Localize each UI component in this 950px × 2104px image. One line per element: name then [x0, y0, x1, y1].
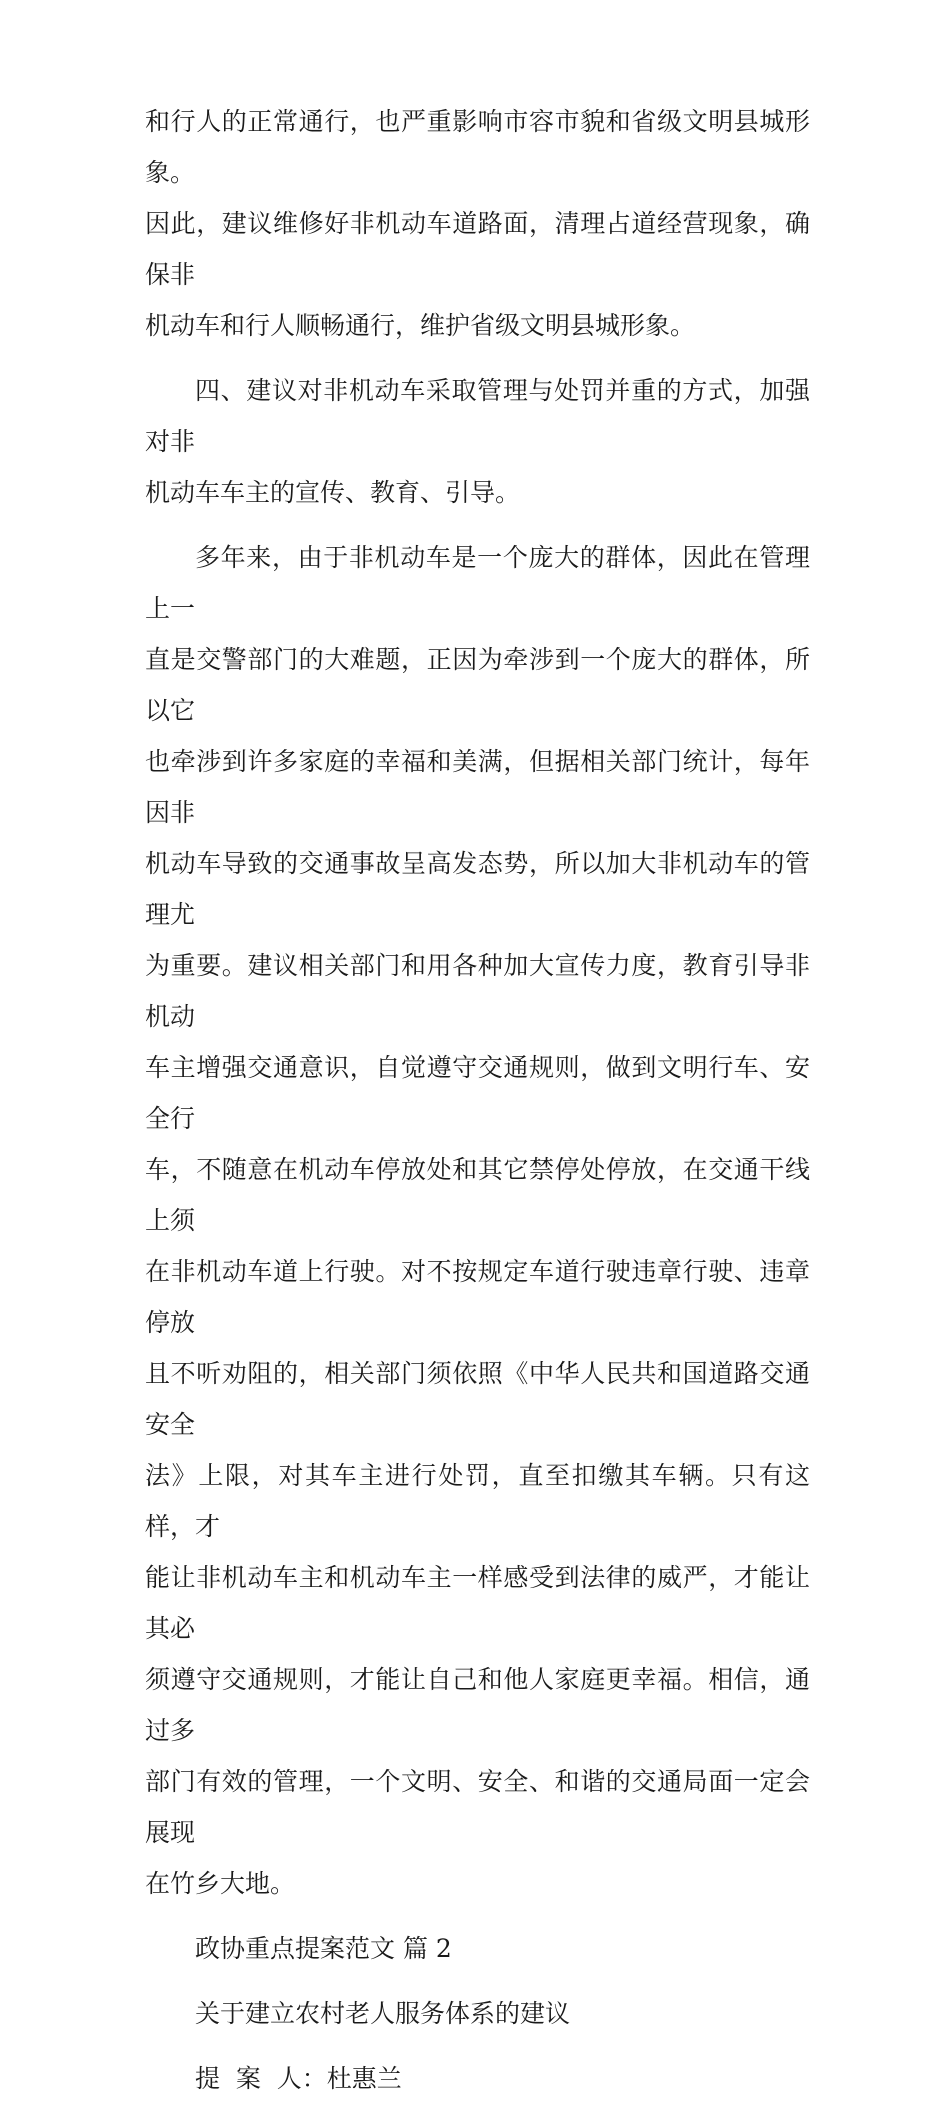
paragraph-line: 多年来，由于非机动车是一个庞大的群体，因此在管理上一 [145, 543, 810, 623]
proposer-line: 提 案 人：杜惠兰 [195, 2064, 402, 2093]
paragraph-line: 在非机动车道上行驶。对不按规定车道行驶违章行驶、违章停放 [145, 1257, 810, 1337]
paragraph-line: 能让非机动车主和机动车主一样感受到法律的威严，才能让其必 [145, 1563, 810, 1643]
paragraph-line: 法》上限，对其车主进行处罚，直至扣缴其车辆。只有这样，才 [145, 1461, 810, 1541]
paragraph-line: 直是交警部门的大难题，正因为牵涉到一个庞大的群体，所以它 [145, 645, 810, 725]
paragraph-line: 四、建议对非机动车采取管理与处罚并重的方式，加强对非 [145, 376, 810, 456]
paragraph-line: 车主增强交通意识，自觉遵守交通规则，做到文明行车、安全行 [145, 1053, 810, 1133]
paragraph-line: 因此，建议维修好非机动车道路面，清理占道经营现象，确保非 [145, 209, 810, 289]
document-body [145, 96, 810, 2104]
paragraph-line: 和行人的正常通行，也严重影响市容市貌和省级文明县城形象。 [145, 107, 810, 187]
paragraph-line: 在竹乡大地。 [145, 1869, 296, 1898]
paragraph-line: 部门有效的管理，一个文明、安全、和谐的交通局面一定会展现 [145, 1767, 810, 1847]
paragraph-line: 机动车和行人顺畅通行，维护省级文明县城形象。 [145, 311, 696, 340]
paragraph-line: 机动车导致的交通事故呈高发态势，所以加大非机动车的管理尤 [145, 849, 810, 929]
section-heading: 政协重点提案范文 篇 2 [195, 1934, 452, 1963]
paragraph-line: 车，不随意在机动车停放处和其它禁停处停放，在交通干线上须 [145, 1155, 810, 1235]
proposal-title: 关于建立农村老人服务体系的建议 [195, 1999, 571, 2028]
paragraph-line: 为重要。建议相关部门和用各种加大宣传力度，教育引导非机动 [145, 951, 810, 1031]
paragraph-line: 也牵涉到许多家庭的幸福和美满，但据相关部门统计，每年因非 [145, 747, 810, 827]
paragraph-line: 且不听劝阻的，相关部门须依照《中华人民共和国道路交通安全 [145, 1359, 810, 1439]
paragraph-line: 须遵守交通规则，才能让自己和他人家庭更幸福。相信，通过多 [145, 1665, 810, 1745]
paragraph-line: 机动车车主的宣传、教育、引导。 [145, 478, 521, 507]
